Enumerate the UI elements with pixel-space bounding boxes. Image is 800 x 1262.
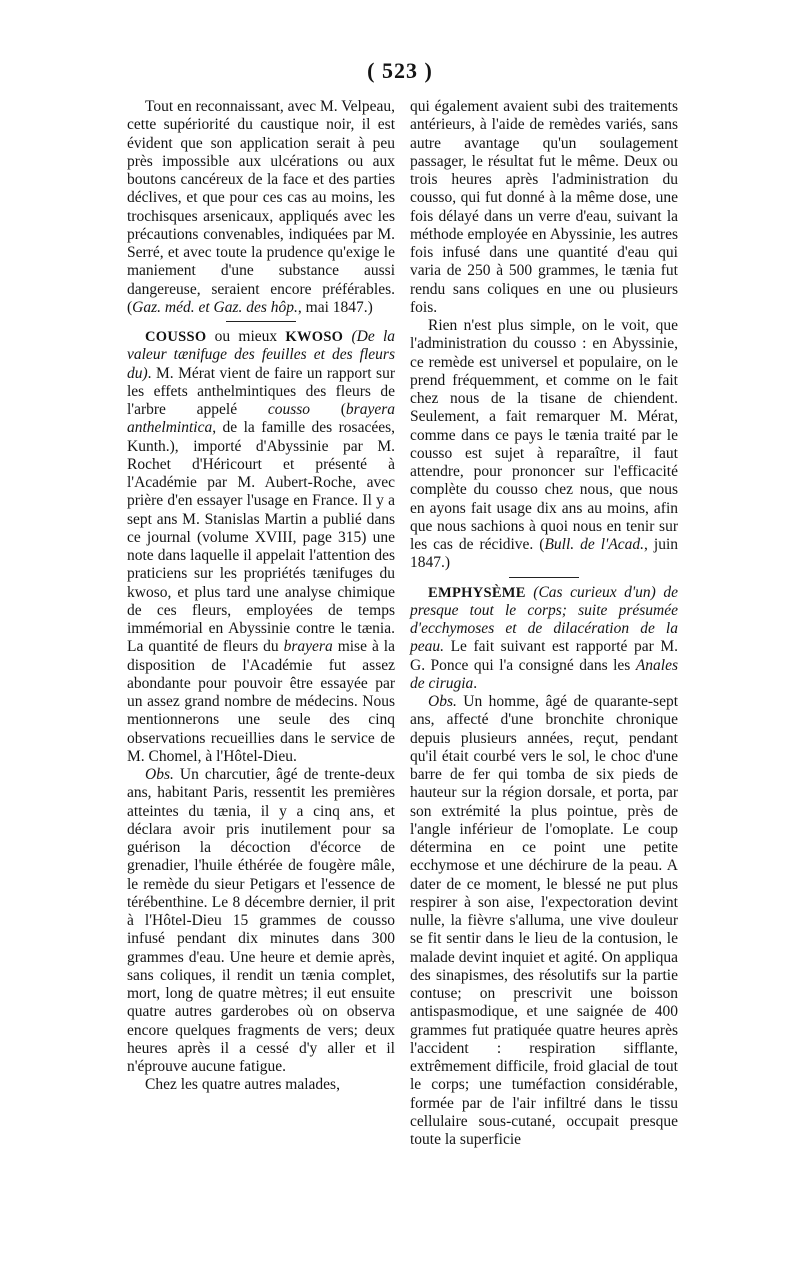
paragraph-text: mise à la disposition de l'Académie fut assez abondante pour pouvoir être essayée par un assez grand nombre de médecins. Nous mentionnerons une seule des cinq observations recueillies dans le service de M. Chomel, à l'Hôtel-Dieu. bbox=[127, 638, 395, 765]
paragraph-text: Tout en reconnaissant, avec M. Velpeau, cette supériorité du caustique noir, il est évident que son application serait à peu près impossible aux ulcérations ou aux boutons cancéreux de la face et des parties déclives, et que pour ces cas au moins, les trochisques arsenicaux, appliqués avec les précautions convenables, indiquées par M. Serré, et avec toute la prudence qu'exige le maniement d'une substance aussi dangereuse, seraient encore préférables. ( bbox=[127, 98, 395, 316]
paragraph-text: . M. Mérat vient de faire un rapport sur les effets anthelmintiques des fleurs de l'arbre appelé bbox=[127, 364, 395, 418]
italic-term: cousso bbox=[267, 401, 311, 418]
paragraph-text: Chez les quatre autres malades, bbox=[145, 1076, 340, 1094]
obs-label: Obs. bbox=[145, 766, 174, 783]
citation: Bull. de l'Acad. bbox=[544, 536, 645, 553]
page-number: ( 523 ) bbox=[367, 58, 433, 83]
paragraph-text: Un charcutier, âgé de trente-deux ans, habitant Paris, ressentit les premières atteintes du tænia, il y a cinq ans, et déclara avoir pris inutilement pour sa guérison la décoction d'écorce de grenadier, l'huile éthérée de fougère mâle, le remède du sieur Petigars et l'essence de térébenthine. Le 8 décembre dernier, il prit à l'Hôtel-Dieu 15 grammes de cousso infusé pendant dix minutes dans 300 grammes d'eau. Une heure et demie après, sans coliques, il rendit un tænia complet, mort, long de quatre mètres; il eut ensuite quatre autres garderobes où on observa encore quelques fragments de vers; deux heures après il a cessé d'y aller et il n'éprouve aucune fatigue. bbox=[127, 766, 395, 1075]
article-subtitle: (Cas curieux d'un) de presque tout le corps; suite présumée d'ecchymoses et de dilacération de la peau. bbox=[410, 583, 678, 656]
article-cousso bbox=[127, 328, 395, 766]
italic-term: brayera bbox=[283, 638, 333, 656]
italic-term: brayera anthelmintica bbox=[127, 401, 395, 437]
paragraph-continuation bbox=[127, 1076, 395, 1094]
article-heading: COUSSO bbox=[145, 329, 207, 345]
observation-paragraph bbox=[127, 766, 395, 1076]
paragraph-text: qui également avaient subi des traitements antérieurs, à l'aide de remèdes variés, sans autre avantage qu'un soulagement passager, le résultat fut le même. Deux ou trois heures après l'administration du cousso, qui fut donné à la même dose, une fois délayé dans un verre d'eau, suivant la méthode employée en Abyssinie, les autres fois infusé dans une quantité d'eau qui varia de 250 à 500 grammes, le tænia fut rendu sans coliques en une ou plusieurs fois. bbox=[410, 98, 678, 316]
paragraph-text: Rien n'est plus simple, on le voit, que l'administration du cousso : en Abyssinie, ce remède est universel et populaire, on le prend fréquemment, et comme on le fait chez nous de la tisane de chiendent. Seulement, a fait remarquer M. Mérat, comme dans ce pays le tænia traité par le cousso est sujet à reparaître, il faut attendre, pour prononcer sur l'efficacité complète du cousso chez nous, que nous en ayons fait usage dix ans au moins, afin que nous sachions à quoi nous en tenir sur les cas de récidive. ( bbox=[410, 317, 678, 553]
separator-rule bbox=[226, 321, 296, 322]
paragraph-velpeau bbox=[127, 98, 395, 317]
obs-label: Obs. bbox=[428, 693, 457, 710]
paragraph-text: . bbox=[473, 674, 478, 692]
paragraph-text: ( bbox=[310, 401, 346, 418]
article-heading: EMPHYSÈME bbox=[428, 584, 526, 601]
article-emphyseme bbox=[410, 584, 678, 694]
paragraph-administration bbox=[410, 317, 678, 573]
article-subtitle: (De la valeur tænifuge des feuilles et des fleurs du) bbox=[127, 328, 396, 382]
observation-paragraph bbox=[410, 693, 678, 1149]
paragraph-text: , de la famille des rosacées, Kunth.), importé d'Abyssinie par M. Rochet d'Héricourt et présenté à l'Académie par M. Aubert-Roche, avec prière d'en essayer l'usage en France. Il y a sept ans M. Stanislas Martin a publié dans ce journal (volume XVIII, page 315) une note dans laquelle il appelait l'attention des praticiens sur les propriétés tænifuges du kwoso, et plus tard une analyse chimique de ces fleurs, employées de temps immémorial en Abyssinie contre le tænia. La quantité de fleurs du bbox=[127, 419, 395, 656]
paragraph-text: Le fait suivant est rapporté par M. G. Ponce qui l'a consigné dans les bbox=[410, 638, 678, 674]
citation: Gaz. méd. et Gaz. des hôp. bbox=[132, 298, 298, 316]
paragraph-continued bbox=[410, 98, 678, 317]
separator-rule bbox=[509, 577, 579, 578]
right-column bbox=[410, 98, 678, 1149]
paragraph-text: Un homme, âgé de quarante-sept ans, affecté d'une bronchite chronique depuis plusieurs années, reçut, pendant qu'il était courbé vers le sol, le choc d'une barre de fer qui tomba de six pieds de hauteur sur la région dorsale, et porta, par son extrémité la plus pointue, près de l'angle inférieur de l'omoplate. Le coup détermina en ce point une petite ecchymose et une déchirure de la peau. A dater de ce moment, le blessé ne put plus respirer à son aise, l'expectoration devint nulle, la fièvre s'alluma, une vive douleur se fit sentir dans le lieu de la contusion, le malade devint inquiet et agité. On appliqua des sinapismes, des résolutifs sur la partie contuse; on prescrivit une boisson antispasmodique, et une saignée de 400 grammes fut pratiquée quatre heures après l'accident : respiration sifflante, extrêmement difficile, froid glacial de tout le corps; une tuméfaction considérable, formée par de l'air infiltré dans le tissu cellulaire sous-cutané, occupait presque toute la superficie bbox=[410, 693, 678, 1148]
citation-date: , mai 1847.) bbox=[297, 298, 373, 316]
article-heading-alt: KWOSO bbox=[285, 329, 344, 345]
italic-term: Anales de cirugia bbox=[410, 656, 678, 692]
heading-connector: ou mieux bbox=[206, 328, 286, 345]
citation-date: , juin 1847.) bbox=[410, 536, 678, 572]
left-column bbox=[127, 98, 395, 1095]
